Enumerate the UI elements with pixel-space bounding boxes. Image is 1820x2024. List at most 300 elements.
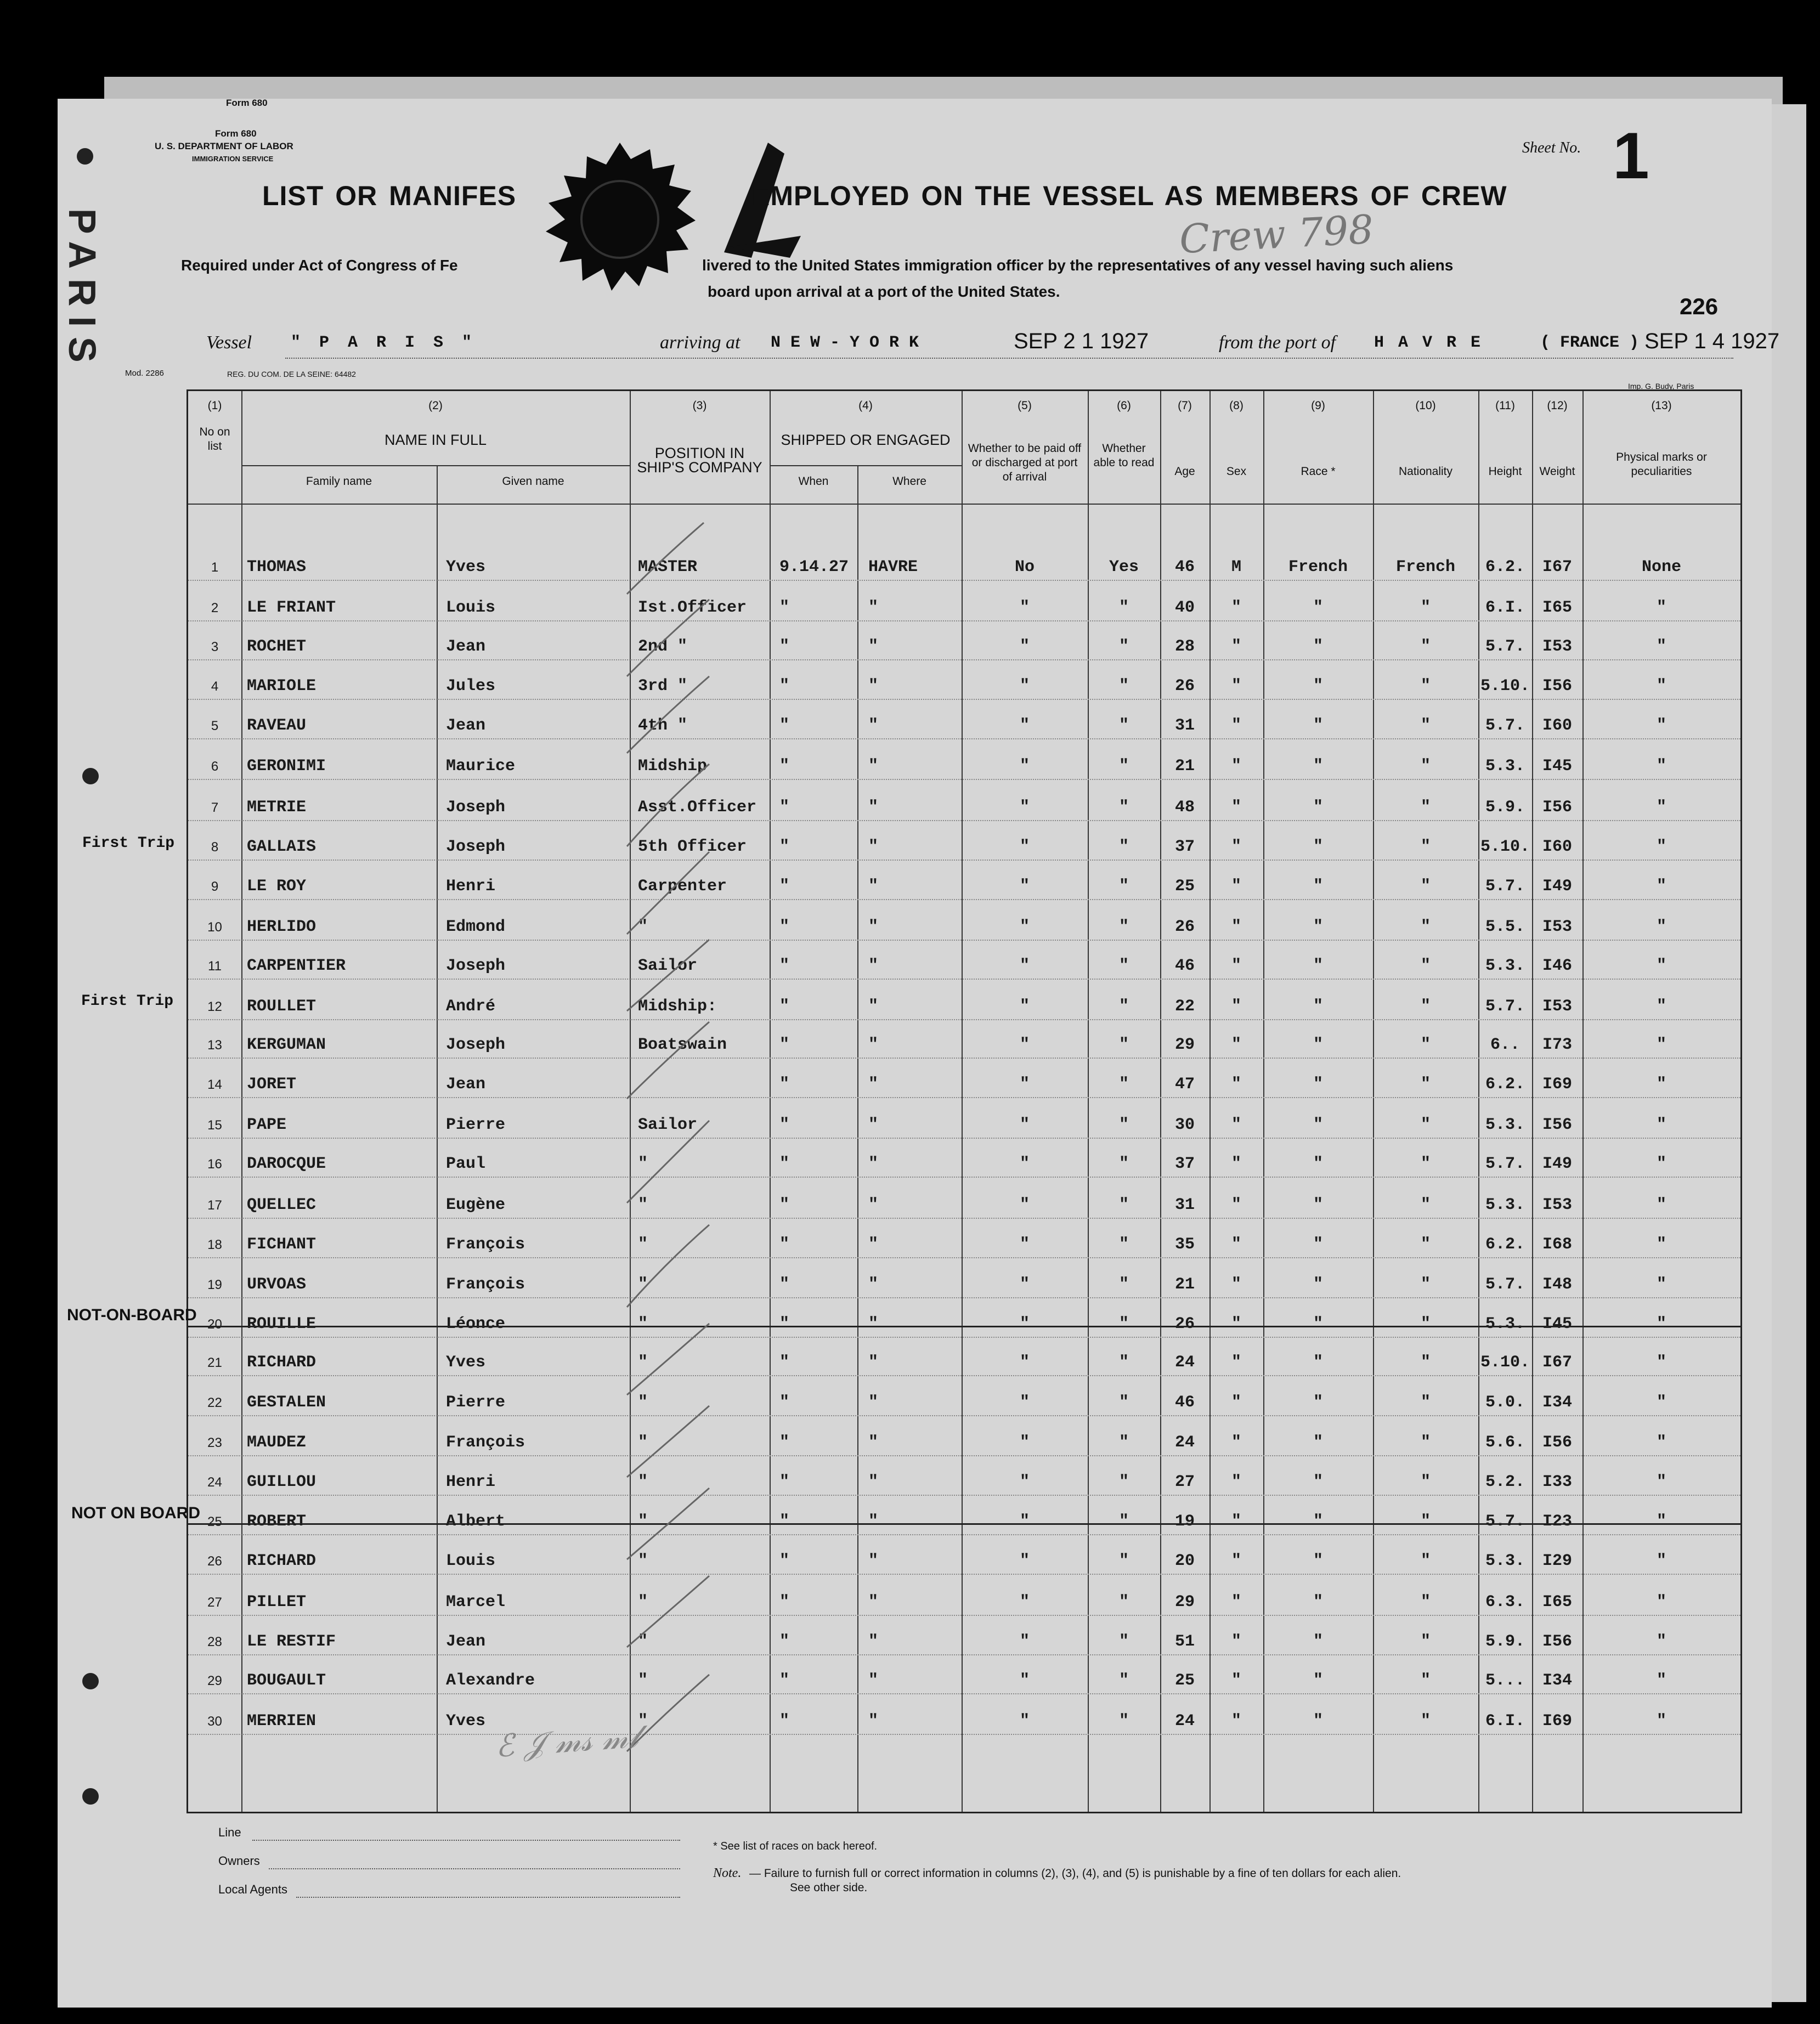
cell-marks: ": [1656, 997, 1666, 1016]
cell-weight: I46: [1542, 957, 1572, 975]
row-rule: [188, 1337, 1740, 1338]
cell-position: ": [638, 1671, 648, 1690]
cell-weight: I53: [1542, 1196, 1572, 1214]
cell-height: 5.10.: [1480, 838, 1530, 856]
cell-read: ": [1118, 1671, 1129, 1690]
cell-sex: ": [1231, 1235, 1241, 1254]
cell-height: 6.2.: [1485, 558, 1525, 576]
cell-read: ": [1118, 1712, 1129, 1731]
cell-paid-off: ": [1019, 1315, 1030, 1333]
cell-height: 6.I.: [1485, 598, 1525, 617]
cell-age: 19: [1174, 1512, 1195, 1531]
form-number: Form 680: [226, 98, 268, 108]
cell-given: Joseph: [446, 957, 506, 975]
cell-sex: ": [1231, 637, 1241, 656]
row-rule: [188, 1654, 1740, 1655]
cell-nationality: ": [1420, 598, 1431, 617]
cell-weight: I49: [1542, 1155, 1572, 1173]
cell-nationality: ": [1420, 716, 1431, 735]
cell-paid-off: ": [1019, 1473, 1030, 1491]
cell-nationality: ": [1420, 1116, 1431, 1134]
cell-sex: M: [1231, 558, 1241, 576]
cell-race: ": [1313, 798, 1323, 817]
cell-where: ": [868, 1075, 879, 1094]
cell-no: 19: [207, 1277, 222, 1292]
cell-weight: I45: [1542, 757, 1572, 776]
cell-marks: ": [1656, 1433, 1666, 1452]
cell-when: ": [779, 1552, 790, 1570]
cell-read: ": [1118, 997, 1129, 1016]
cell-family: DAROCQUE: [247, 1155, 326, 1173]
row-rule: [188, 1257, 1740, 1258]
cell-sex: ": [1231, 1512, 1241, 1531]
cell-weight: I34: [1542, 1393, 1572, 1412]
cell-sex: ": [1231, 1671, 1241, 1690]
cell-race: ": [1313, 1593, 1323, 1612]
row-rule: [188, 1615, 1740, 1616]
cell-nationality: ": [1420, 1036, 1431, 1054]
cell-sex: ": [1231, 1353, 1241, 1372]
cell-given: Marcel: [446, 1593, 506, 1612]
col9-number: (9): [1311, 399, 1325, 412]
cell-marks: ": [1656, 957, 1666, 975]
cell-position: Asst.Officer: [638, 798, 757, 817]
cell-where: ": [868, 1593, 879, 1612]
cell-no: 23: [207, 1435, 222, 1450]
col4a-label: When: [798, 475, 829, 488]
cell-when: ": [779, 757, 790, 776]
cell-height: 5.6.: [1485, 1433, 1525, 1452]
margin-note-first-trip: First Trip: [81, 993, 174, 1010]
cell-race: ": [1313, 1315, 1323, 1333]
cell-when: ": [779, 1712, 790, 1731]
cell-age: 26: [1174, 677, 1195, 696]
printer-imprint: Imp. G. Budy, Paris: [1628, 382, 1694, 391]
cell-given: Albert: [446, 1512, 506, 1531]
cell-nationality: ": [1420, 957, 1431, 975]
cell-age: 27: [1174, 1473, 1195, 1491]
arriving-label: arriving at: [660, 332, 741, 353]
col13-number: (13): [1651, 399, 1672, 412]
cell-race: ": [1313, 1036, 1323, 1054]
col11-label: Height: [1488, 465, 1522, 478]
cell-when: ": [779, 877, 790, 896]
cell-where: ": [868, 1712, 879, 1731]
cell-where: ": [868, 1671, 879, 1690]
binding-hole: [77, 148, 93, 165]
cell-sex: ": [1231, 1075, 1241, 1094]
cell-no: 3: [211, 640, 219, 654]
cell-nationality: ": [1420, 1155, 1431, 1173]
cell-family: RICHARD: [247, 1353, 316, 1372]
cell-weight: I67: [1542, 558, 1572, 576]
cell-nationality: ": [1420, 1552, 1431, 1570]
cell-sex: ": [1231, 1552, 1241, 1570]
cell-family: CARPENTIER: [247, 957, 346, 975]
cell-age: 24: [1174, 1433, 1195, 1452]
cell-where: ": [868, 957, 879, 975]
cell-age: 37: [1174, 838, 1195, 856]
cell-read: ": [1118, 1433, 1129, 1452]
cell-age: 26: [1174, 918, 1195, 936]
binding-hole: [82, 1673, 99, 1689]
col6-number: (6): [1117, 399, 1131, 412]
cell-position: ": [638, 1315, 648, 1333]
cell-weight: I34: [1542, 1671, 1572, 1690]
cell-given: Joseph: [446, 838, 506, 856]
cell-no: 26: [207, 1554, 222, 1569]
cell-read: ": [1118, 1036, 1129, 1054]
cell-position: ": [638, 1512, 648, 1531]
cell-nationality: ": [1420, 1632, 1431, 1651]
cell-when: ": [779, 1196, 790, 1214]
cell-weight: I56: [1542, 798, 1572, 817]
cell-no: 15: [207, 1118, 222, 1133]
cell-height: 5.3.: [1485, 1116, 1525, 1134]
col7-number: (7): [1178, 399, 1192, 412]
cell-position: ": [638, 1632, 648, 1651]
cell-sex: ": [1231, 838, 1241, 856]
cell-race: ": [1313, 1196, 1323, 1214]
cell-height: 5.10.: [1480, 677, 1530, 696]
cell-where: ": [868, 637, 879, 656]
cell-read: ": [1118, 1075, 1129, 1094]
cell-weight: I69: [1542, 1712, 1572, 1731]
cell-age: 24: [1174, 1712, 1195, 1731]
row-rule: [188, 699, 1740, 700]
cell-where: ": [868, 838, 879, 856]
cell-race: ": [1313, 1671, 1323, 1690]
cell-where: ": [868, 677, 879, 696]
cell-when: ": [779, 716, 790, 735]
cell-weight: I53: [1542, 918, 1572, 936]
cell-sex: ": [1231, 798, 1241, 817]
cell-marks: ": [1656, 1552, 1666, 1570]
cell-paid-off: ": [1019, 1275, 1030, 1294]
col7-label: Age: [1174, 465, 1195, 478]
margin-note-first-trip: First Trip: [82, 835, 175, 852]
note-label: Note.: [713, 1866, 742, 1880]
cell-family: HERLIDO: [247, 918, 316, 936]
cell-race: ": [1313, 957, 1323, 975]
cell-marks: ": [1656, 677, 1666, 696]
cell-age: 26: [1174, 1315, 1195, 1333]
cell-weight: I48: [1542, 1275, 1572, 1294]
col5-number: (5): [1018, 399, 1032, 412]
cell-family: THOMAS: [247, 558, 307, 576]
col5-label: Whether to be paid off or discharged at port of arrival: [968, 442, 1082, 483]
cell-nationality: ": [1420, 1512, 1431, 1531]
row-rule: [188, 1058, 1740, 1059]
cell-marks: None: [1641, 558, 1681, 576]
row-rule: [188, 779, 1740, 780]
cell-weight: I53: [1542, 637, 1572, 656]
row-rule: [188, 940, 1740, 941]
cell-height: 5.3.: [1485, 1552, 1525, 1570]
cell-sex: ": [1231, 677, 1241, 696]
cell-paid-off: ": [1019, 838, 1030, 856]
cell-nationality: ": [1420, 1196, 1431, 1214]
cell-no: 6: [211, 759, 219, 774]
cell-when: ": [779, 1075, 790, 1094]
cell-family: GERONIMI: [247, 757, 326, 776]
handwritten-signature: ℰ 𝒥 𝓂𝓈 𝓂𝓁: [494, 1719, 640, 1765]
cell-read: ": [1118, 1552, 1129, 1570]
cell-race: ": [1313, 1632, 1323, 1651]
cell-no: 5: [211, 719, 219, 733]
footer-line-label: Line: [218, 1825, 241, 1839]
cell-when: ": [779, 997, 790, 1016]
cell-weight: I68: [1542, 1235, 1572, 1254]
cell-position: ": [638, 1235, 648, 1254]
cell-marks: ": [1656, 1235, 1666, 1254]
cell-family: QUELLEC: [247, 1196, 316, 1214]
cell-where: ": [868, 1196, 879, 1214]
cell-age: 46: [1174, 957, 1195, 975]
cell-weight: I65: [1542, 598, 1572, 617]
cell-weight: I60: [1542, 838, 1572, 856]
cell-where: ": [868, 1512, 879, 1531]
cell-position: Carpenter: [638, 877, 727, 896]
cell-given: Joseph: [446, 1036, 506, 1054]
cell-when: ": [779, 1116, 790, 1134]
cell-position: Midship:: [638, 997, 717, 1016]
cell-age: 29: [1174, 1593, 1195, 1612]
department-name: U. S. DEPARTMENT OF LABOR: [155, 141, 293, 151]
cell-sex: ": [1231, 598, 1241, 617]
cell-where: ": [868, 1275, 879, 1294]
cell-where: ": [868, 877, 879, 896]
cell-race: ": [1313, 1473, 1323, 1491]
cell-marks: ": [1656, 1196, 1666, 1214]
cell-sex: ": [1231, 997, 1241, 1016]
col4-label: SHIPPED OR ENGAGED: [781, 432, 951, 448]
cell-race: ": [1313, 1512, 1323, 1531]
cell-race: ": [1313, 1235, 1323, 1254]
cell-given: Pierre: [446, 1393, 506, 1412]
cell-paid-off: ": [1019, 957, 1030, 975]
cell-sex: ": [1231, 757, 1241, 776]
cell-height: 6..: [1490, 1036, 1520, 1054]
cell-no: 18: [207, 1237, 222, 1252]
cell-age: 35: [1174, 1235, 1195, 1254]
cell-position: Midship: [638, 757, 708, 776]
cell-read: ": [1118, 1235, 1129, 1254]
cell-age: 28: [1174, 637, 1195, 656]
cell-no: 2: [211, 601, 219, 615]
cell-where: ": [868, 1155, 879, 1173]
cell-weight: I49: [1542, 877, 1572, 896]
cell-race: ": [1313, 598, 1323, 617]
cell-family: GESTALEN: [247, 1393, 326, 1412]
cell-age: 21: [1174, 1275, 1195, 1294]
required-text-line2: board upon arrival at a port of the United States.: [708, 283, 1060, 300]
cell-paid-off: ": [1019, 598, 1030, 617]
cell-no: 21: [207, 1355, 222, 1370]
cell-read: ": [1118, 1593, 1129, 1612]
col2-number: (2): [428, 399, 443, 412]
cell-when: ": [779, 637, 790, 656]
cell-weight: I69: [1542, 1075, 1572, 1094]
cell-height: 5.9.: [1485, 798, 1525, 817]
cell-nationality: French: [1395, 558, 1456, 576]
footer-owners-label: Owners: [218, 1854, 260, 1868]
col6-label: Whether able to read: [1093, 442, 1155, 469]
row-rule: [188, 1297, 1740, 1298]
cell-position: Ist.Officer: [638, 598, 747, 617]
cell-race: ": [1313, 716, 1323, 735]
vessel-line-rule: [285, 358, 1733, 359]
cell-marks: ": [1656, 1275, 1666, 1294]
cell-race: ": [1313, 918, 1323, 936]
cell-nationality: ": [1420, 877, 1431, 896]
cell-read: ": [1118, 1353, 1129, 1372]
cell-given: Léonce: [446, 1315, 506, 1333]
cell-age: 22: [1174, 997, 1195, 1016]
cell-weight: I29: [1542, 1552, 1572, 1570]
cell-where: ": [868, 798, 879, 817]
cell-paid-off: ": [1019, 1671, 1030, 1690]
cell-family: METRIE: [247, 798, 307, 817]
cell-paid-off: ": [1019, 1433, 1030, 1452]
col3-label: POSITION IN SHIP'S COMPANY: [637, 445, 762, 476]
cell-read: ": [1118, 1275, 1129, 1294]
cell-nationality: ": [1420, 798, 1431, 817]
cell-age: 24: [1174, 1353, 1195, 1372]
cell-where: ": [868, 757, 879, 776]
cell-family: ROBERT: [247, 1512, 307, 1531]
cell-read: ": [1118, 637, 1129, 656]
col2a-label: Family name: [306, 475, 372, 488]
cell-height: 5.7.: [1485, 997, 1525, 1016]
cell-race: ": [1313, 757, 1323, 776]
cell-position: 3rd ": [638, 677, 688, 696]
cell-position: 5th Officer: [638, 838, 747, 856]
cell-paid-off: ": [1019, 1036, 1030, 1054]
cell-where: ": [868, 1353, 879, 1372]
cell-position: ": [638, 1353, 648, 1372]
col10-label: Nationality: [1398, 465, 1453, 478]
row-rule: [188, 1019, 1740, 1020]
cell-race: ": [1313, 1275, 1323, 1294]
cell-weight: I56: [1542, 1433, 1572, 1452]
cell-marks: ": [1656, 1036, 1666, 1054]
cell-age: 30: [1174, 1116, 1195, 1134]
row-rule: [188, 1534, 1740, 1535]
cell-family: FICHANT: [247, 1235, 316, 1254]
row-rule: [188, 738, 1740, 739]
cell-when: ": [779, 957, 790, 975]
embossed-seal: [521, 137, 719, 302]
cell-given: François: [446, 1275, 525, 1294]
cell-when: ": [779, 1393, 790, 1412]
row-rule: [188, 1415, 1740, 1416]
row-rule: [188, 860, 1740, 861]
cell-weight: I60: [1542, 716, 1572, 735]
cell-age: 21: [1174, 757, 1195, 776]
col9-label: Race *: [1301, 465, 1336, 478]
from-port: H A V R E: [1374, 333, 1483, 352]
cell-family: JORET: [247, 1075, 297, 1094]
cell-nationality: ": [1420, 997, 1431, 1016]
cell-read: ": [1118, 677, 1129, 696]
cell-paid-off: ": [1019, 677, 1030, 696]
row-rule: [188, 1177, 1740, 1178]
footer-agents-label: Local Agents: [218, 1882, 287, 1896]
col4b-label: Where: [892, 475, 926, 488]
cell-age: 29: [1174, 1036, 1195, 1054]
required-text-right: livered to the United States immigration officer by the representatives of any vessel having such aliens: [702, 257, 1454, 274]
cell-position: 4th ": [638, 716, 688, 735]
col13-label: Physical marks or peculiarities: [1616, 451, 1707, 478]
cell-paid-off: ": [1019, 1196, 1030, 1214]
cell-family: LE RESTIF: [247, 1632, 336, 1651]
cell-sex: ": [1231, 1632, 1241, 1651]
cell-marks: ": [1656, 1393, 1666, 1412]
cell-family: ROULLET: [247, 997, 316, 1016]
cell-family: MARIOLE: [247, 677, 316, 696]
cell-when: ": [779, 1235, 790, 1254]
cell-sex: ": [1231, 1116, 1241, 1134]
cell-race: ": [1313, 1075, 1323, 1094]
cell-nationality: ": [1420, 1353, 1431, 1372]
cell-sex: ": [1231, 1315, 1241, 1333]
cell-height: 6.I.: [1485, 1712, 1525, 1731]
cell-when: ": [779, 918, 790, 936]
cell-height: 5.5.: [1485, 918, 1525, 936]
cell-given: Pierre: [446, 1116, 506, 1134]
row-rule: [188, 1138, 1740, 1139]
cell-height: 5.3.: [1485, 1196, 1525, 1214]
cell-where: ": [868, 716, 879, 735]
cell-paid-off: ": [1019, 757, 1030, 776]
cell-read: ": [1118, 1196, 1129, 1214]
cell-paid-off: ": [1019, 1235, 1030, 1254]
cell-race: ": [1313, 1116, 1323, 1134]
row-rule: [188, 1375, 1740, 1376]
margin-note-not-on-board: NOT ON BOARD: [71, 1504, 200, 1522]
cell-age: 40: [1174, 598, 1195, 617]
crew-handwritten-note: Crew 798: [1178, 206, 1375, 263]
cell-paid-off: ": [1019, 1552, 1030, 1570]
cell-weight: I33: [1542, 1473, 1572, 1491]
cell-no: 28: [207, 1635, 222, 1649]
cell-given: Jean: [446, 637, 486, 656]
registration-code: REG. DU COM. DE LA SEINE: 64482: [227, 370, 356, 378]
cell-sex: ": [1231, 918, 1241, 936]
cell-family: GUILLOU: [247, 1473, 316, 1491]
cell-family: KERGUMAN: [247, 1036, 326, 1054]
cell-position: 2nd ": [638, 637, 688, 656]
row-rule: [188, 1455, 1740, 1456]
strike-through-line: [188, 1523, 1740, 1525]
cell-age: 37: [1174, 1155, 1195, 1173]
cell-height: 5.2.: [1485, 1473, 1525, 1491]
service-name: IMMIGRATION SERVICE: [192, 155, 274, 163]
title-left: LIST OR MANIFES: [262, 180, 517, 211]
cell-sex: ": [1231, 877, 1241, 896]
cell-height: 5.0.: [1485, 1393, 1525, 1412]
cell-read: ": [1118, 798, 1129, 817]
cell-age: 48: [1174, 798, 1195, 817]
cell-marks: ": [1656, 838, 1666, 856]
cell-nationality: ": [1420, 1315, 1431, 1333]
cell-marks: ": [1656, 637, 1666, 656]
cell-paid-off: ": [1019, 997, 1030, 1016]
cell-marks: ": [1656, 1116, 1666, 1134]
cell-family: LE ROY: [247, 877, 307, 896]
cell-no: 29: [207, 1674, 222, 1688]
